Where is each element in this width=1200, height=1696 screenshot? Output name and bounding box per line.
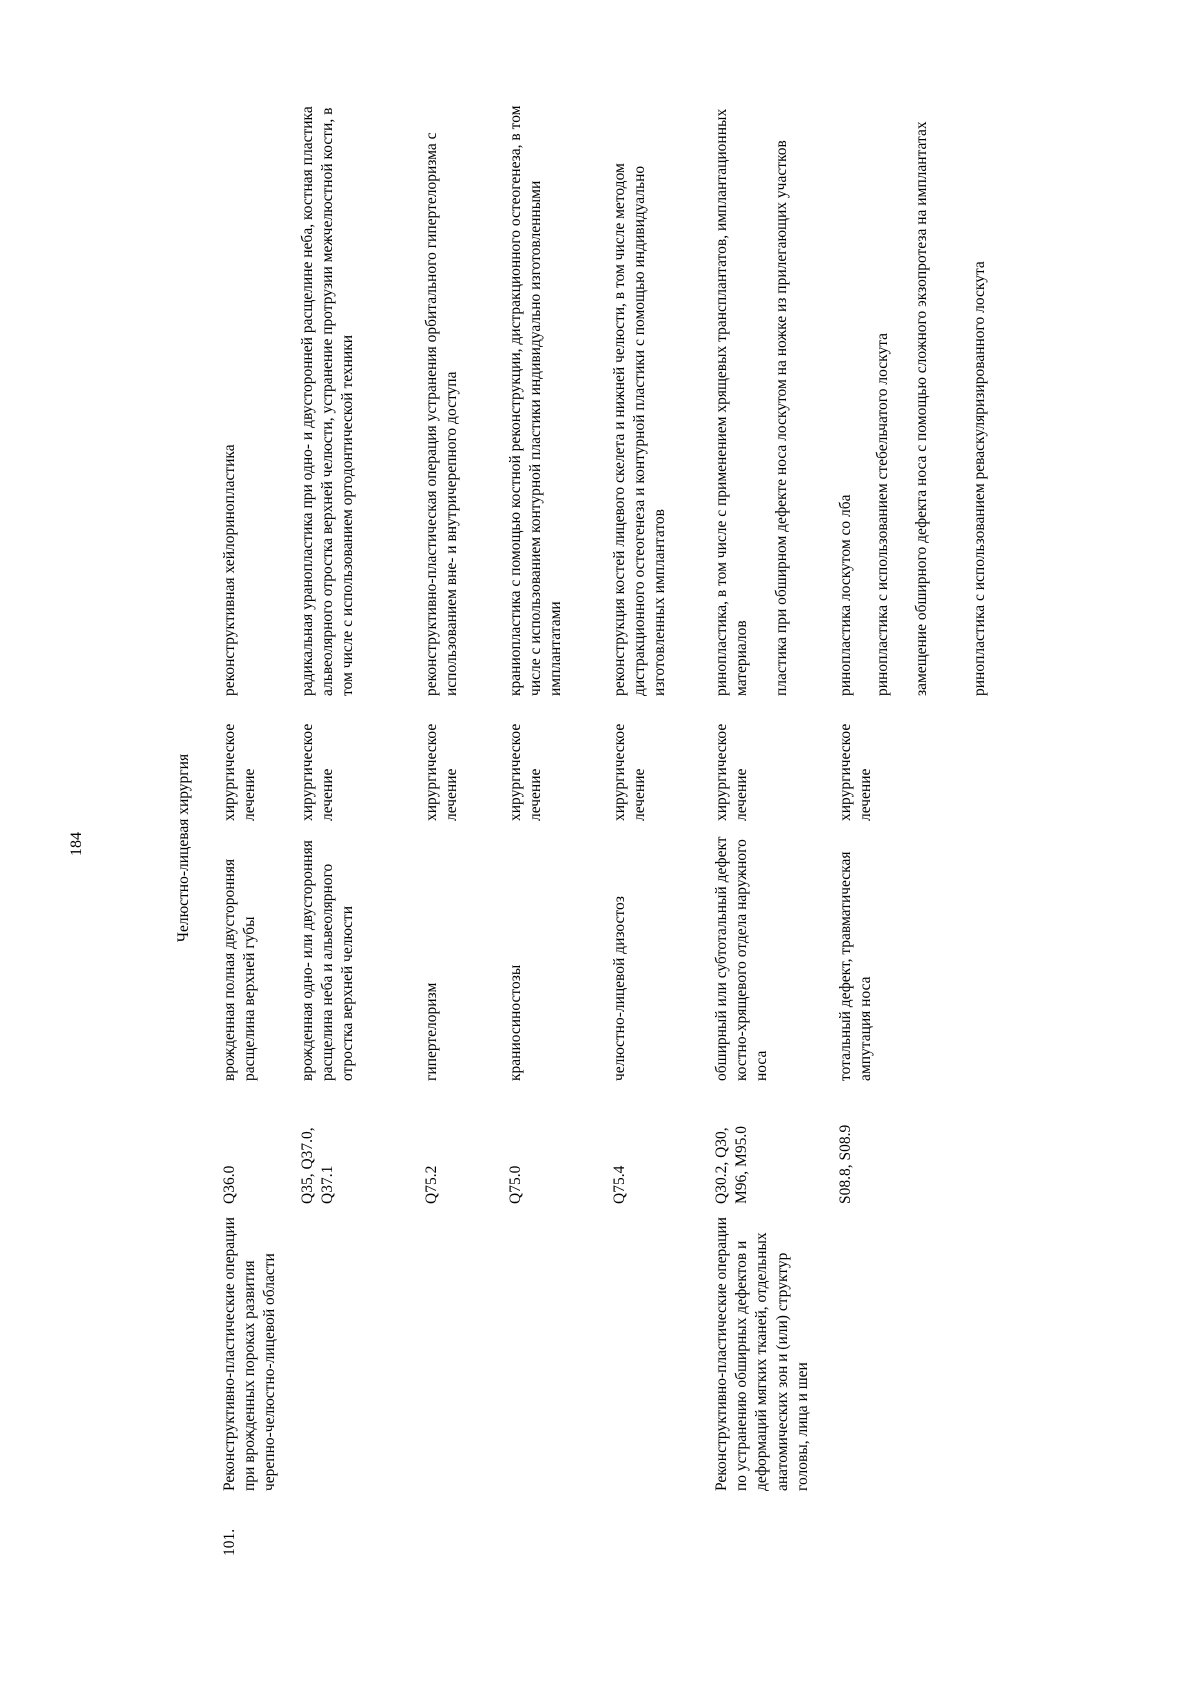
- treatment-method: замещение обширного дефекта носа с помощью сложного экзопротеза на имплантатах: [913, 121, 930, 696]
- treatment-type: хирургическое лечение: [507, 723, 545, 821]
- treatment-method: ринопластика с использованием стебельчатого лоскута: [874, 332, 891, 696]
- icd-code: Q75.0: [507, 1165, 524, 1204]
- treatment-method: ринопластика лоскутом со лба: [837, 494, 854, 696]
- treatment-type: хирургическое лечение: [221, 723, 259, 821]
- icd-code: Q30.2, Q30, M96, M95.0: [713, 1126, 751, 1204]
- diagnosis: врожденная полная двусторонняя расщелина верхней губы: [221, 858, 259, 1081]
- page-number: 184: [68, 832, 85, 856]
- treatment-type: хирургическое лечение: [713, 723, 751, 821]
- treatment-method: реконструктивная хейлоринопластика: [221, 444, 238, 696]
- treatment-method: радикальная уранопластика при одно- и двусторонней расщелине неба, костная пластика альвеолярного отростка верхней челюсти, устранение протрузии межчелюстной кости, в том числе с использованием ортодонтической техники: [299, 106, 357, 696]
- treatment-method: ринопластика с использованием реваскуляризированного лоскута: [971, 261, 988, 696]
- treatment-type: хирургическое лечение: [837, 723, 875, 821]
- icd-code: Q75.4: [611, 1165, 628, 1204]
- icd-code: S08.8, S08.9: [837, 1124, 854, 1204]
- treatment-method: краниопластика с помощью костной реконструкции, дистракционного остеогенеза, в том числе с использованием контурной пластики индивидуально изготовленными имплантатами: [507, 105, 565, 696]
- row-number: 101.: [221, 1528, 238, 1556]
- treatment-type: хирургическое лечение: [299, 723, 337, 821]
- treatment-method: реконструктивно-пластическая операция устранения орбитального гипертелоризма с использованием вне- и внутричерепного доступа: [423, 132, 461, 696]
- icd-code: Q35, Q37.0, Q37.1: [299, 1127, 337, 1204]
- treatment-method: ринопластика, в том числе с применением хрящевых трансплантатов, имплантационных материалов: [713, 108, 751, 696]
- diagnosis: челюстно-лицевой дизостоз: [611, 896, 628, 1081]
- procedure-group: Реконструктивно-пластические операции по устранению обширных дефектов и деформаций мягких тканей, отдельных анатомических зон и (или) структур головы, лица и шеи: [713, 1217, 811, 1491]
- diagnosis: краниосиностозы: [507, 964, 524, 1081]
- section-title: Челюстно-лицевая хирургия: [175, 753, 192, 943]
- diagnosis: обширный или субтотальный дефект костно-хрящевого отдела наружного носа: [713, 836, 771, 1081]
- icd-code: Q36.0: [221, 1165, 238, 1204]
- procedure-group: Реконструктивно-пластические операции при врожденных пороках развития черепно-челюстно-лицевой области: [221, 1217, 279, 1491]
- treatment-type: хирургическое лечение: [611, 723, 649, 821]
- treatment-type: хирургическое лечение: [423, 723, 461, 821]
- diagnosis: гипертелоризм: [423, 982, 440, 1081]
- treatment-method: реконструкция костей лицевого скелета и нижней челюсти, в том числе методом дистракционного остеогенеза и контурной пластики с помощью индивидуально изготовленных имплантатов: [611, 163, 669, 696]
- diagnosis: тотальный дефект, травматическая ампутация носа: [837, 851, 875, 1081]
- treatment-method: пластика при обширном дефекте носа лоскутом на ножке из прилегающих участков: [773, 140, 790, 696]
- diagnosis: врожденная одно- или двусторонняя расщелина неба и альвеолярного отростка верхней челюсти: [299, 840, 357, 1081]
- icd-code: Q75.2: [423, 1165, 440, 1204]
